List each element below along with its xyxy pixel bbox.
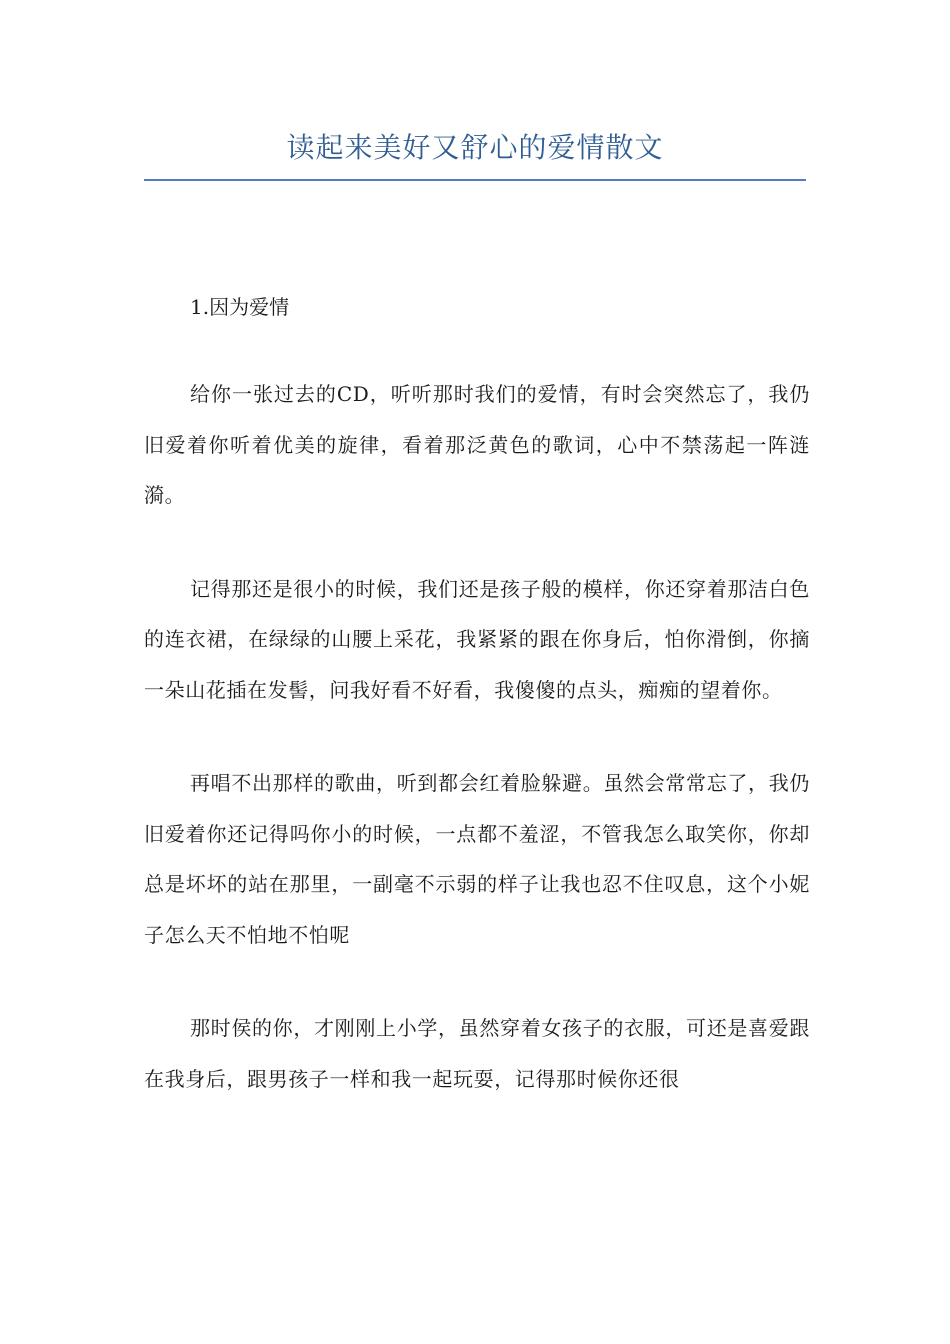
paragraph-3: 再唱不出那样的歌曲，听到都会红着脸躲避。虽然会常常忘了，我仍旧爱着你还记得吗你小的时候，一点都不羞涩，不管我怎么取笑你，你却总是坏坏的站在那里，一副毫不示弱的样子让我也忍不住叹息，这个小妮子怎么天不怕地不怕呢: [144, 771, 810, 947]
paragraph-2: 记得那还是很小的时候，我们还是孩子般的模样，你还穿着那洁白色的连衣裙，在绿绿的山腰上采花，我紧紧的跟在你身后，怕你滑倒，你摘一朵山花插在发髻，问我好看不好看，我傻傻的点头，痴痴的望着你。: [144, 576, 810, 702]
title-underline: [144, 179, 806, 181]
document-body: [144, 284, 810, 1104]
paragraph-1: 给你一张过去的CD，听听那时我们的爱情，有时会突然忘了，我仍旧爱着你听着优美的旋律，看着那泛黄色的歌词，心中不禁荡起一阵涟漪。: [144, 382, 810, 507]
section-heading: 1.因为爱情: [190, 295, 290, 319]
paragraph-4: 那时侯的你，才刚刚上小学，虽然穿着女孩子的衣服，可还是喜爱跟在我身后，跟男孩子一样和我一起玩耍，记得那时候你还很: [144, 1016, 810, 1091]
document-title: 读起来美好又舒心的爱情散文: [286, 131, 664, 164]
